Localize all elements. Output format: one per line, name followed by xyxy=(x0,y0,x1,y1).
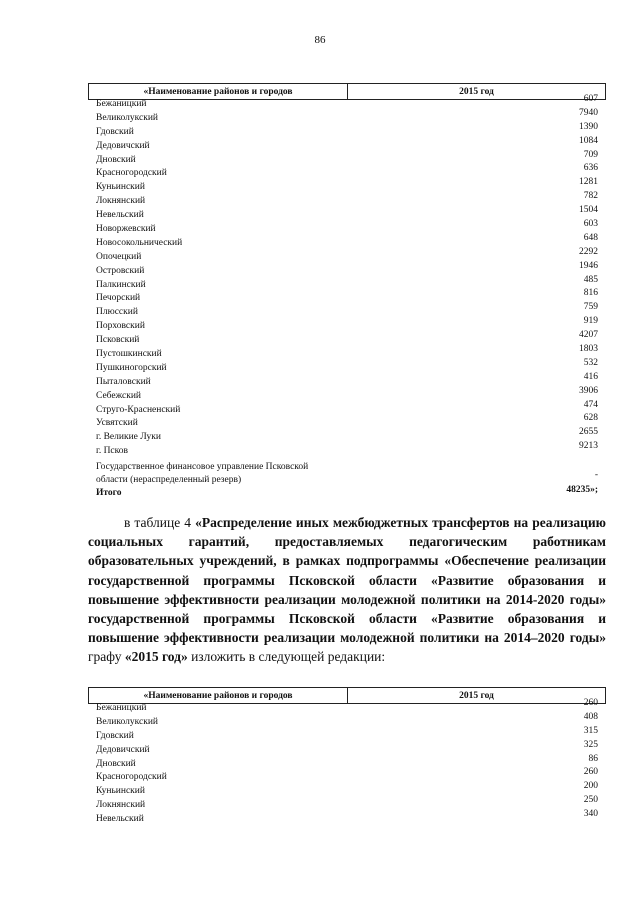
district-name: Бежаницкий xyxy=(96,703,147,713)
district-name: Новосокольнический xyxy=(96,237,183,248)
amount-value: 648 xyxy=(583,232,598,243)
district-name: Опочецкий xyxy=(96,251,142,262)
table-row xyxy=(88,232,606,253)
table-row xyxy=(88,357,606,378)
table-2 xyxy=(88,687,606,829)
column-header-year: 2015 год xyxy=(459,690,494,701)
table-row xyxy=(88,427,606,447)
district-name: Невельский xyxy=(96,814,144,825)
column-header-name: «Наименование районов и городов xyxy=(89,84,348,99)
amount-value: 1504 xyxy=(579,205,598,216)
amount-value: 816 xyxy=(583,288,598,299)
table-row xyxy=(88,121,606,142)
district-name: Великолукский xyxy=(96,112,159,123)
district-name: Плюсский xyxy=(96,307,138,318)
table-row xyxy=(88,385,606,406)
amount-value: 709 xyxy=(583,149,598,160)
paragraph-bold-title: «Распределение иных межбюджетных трансфертов на реализацию социальных гарантий, предоставляемых педагогическим работникам образовательных учреждений, в рамках подпрограммы «Обеспечение реализации государственной программы Псковской области «Развитие образования и повышение эффективности реализации молодежной политики на 2014-2020 годы» государственной программы Псковской области «Развитие образования и повышение эффективности реализации молодежной политики на 2014–2020 годы» xyxy=(88,515,606,646)
table-row xyxy=(88,711,606,732)
district-name: Усвятский xyxy=(96,418,138,429)
district-name: Дедовичский xyxy=(96,140,150,151)
table-row xyxy=(88,795,606,815)
district-name: Пустошкинский xyxy=(96,349,162,360)
district-name: Локнянский xyxy=(96,800,146,811)
table-row xyxy=(88,809,606,829)
district-name: Бежаницкий xyxy=(96,99,147,109)
district-name: Локнянский xyxy=(96,196,146,207)
table-row xyxy=(88,441,606,461)
table-row xyxy=(88,107,606,128)
amount-value: 607 xyxy=(583,94,598,104)
district-name: Красногородский xyxy=(96,168,167,179)
amount-value: 628 xyxy=(583,413,598,424)
district-name: Пыталовский xyxy=(96,376,151,387)
amount-value: 4207 xyxy=(579,330,598,341)
district-name: Себежский xyxy=(96,390,141,401)
district-name: Островский xyxy=(96,265,145,276)
amount-value: 603 xyxy=(583,219,598,230)
district-name: г. Великие Луки xyxy=(96,432,161,443)
table-row xyxy=(88,219,606,239)
page-number: 86 xyxy=(314,34,326,46)
amount-value: 759 xyxy=(583,302,598,313)
amount-value: 1390 xyxy=(579,121,598,132)
table-row xyxy=(88,260,606,281)
table-row xyxy=(88,725,606,746)
amount-value: - xyxy=(594,470,598,481)
amount-value: 485 xyxy=(583,274,598,285)
district-name: Красногородский xyxy=(96,772,167,783)
district-name: Дновский xyxy=(96,758,136,769)
amount-value: 782 xyxy=(583,191,598,202)
table-row xyxy=(88,205,606,225)
table-1-body xyxy=(88,94,606,503)
district-name: Новоржевский xyxy=(96,224,156,235)
amount-value: 200 xyxy=(583,781,598,792)
district-name: Пушкиногорский xyxy=(96,362,167,373)
paragraph-text: изложить в следующей редакции: xyxy=(187,649,386,665)
amount-value: 315 xyxy=(583,725,598,736)
amount-value: 1803 xyxy=(579,344,598,355)
table-row xyxy=(88,163,606,183)
table-row-total xyxy=(88,485,606,503)
paragraph-bold-column: «2015 год» xyxy=(124,649,188,665)
table-row xyxy=(88,246,606,267)
district-name: Порховский xyxy=(96,321,145,332)
amount-value: 260 xyxy=(583,698,598,708)
district-name: Великолукский xyxy=(96,716,159,727)
amount-value: 2655 xyxy=(579,427,598,438)
district-name: Струго-Красненский xyxy=(96,404,181,415)
district-name: Гдовский xyxy=(96,126,134,137)
amount-value: 1281 xyxy=(579,177,598,188)
amount-value: 9213 xyxy=(579,441,598,452)
district-name: Куньинский xyxy=(96,786,145,797)
amount-value: 340 xyxy=(583,809,598,820)
table-2-body xyxy=(88,698,606,829)
district-name: Итого xyxy=(96,488,122,499)
district-name: Невельский xyxy=(96,210,144,221)
district-name: Палкинский xyxy=(96,279,146,290)
table-row xyxy=(88,371,606,392)
paragraph-text: графу xyxy=(88,649,125,665)
amount-value: 474 xyxy=(583,399,598,410)
table-row xyxy=(88,767,606,787)
amount-value: 48235»; xyxy=(566,485,598,496)
paragraph-text: в таблице 4 xyxy=(124,515,196,530)
amendment-paragraph xyxy=(88,513,606,667)
district-name: Дновский xyxy=(96,154,136,165)
amount-value: 1946 xyxy=(579,260,598,271)
amount-value: 2292 xyxy=(579,246,598,257)
amount-value: 260 xyxy=(583,767,598,778)
table-row xyxy=(88,344,606,364)
amount-value: 532 xyxy=(583,357,598,368)
name-line: области (нераспределенный резерв) xyxy=(96,475,242,486)
table-row xyxy=(88,413,606,433)
table-row-reserve xyxy=(88,461,606,489)
amount-value: 1084 xyxy=(579,135,598,146)
name-line: Государственное финансовое управление Псковской xyxy=(96,462,309,473)
amount-value: 416 xyxy=(583,371,598,382)
table-row xyxy=(88,698,606,718)
district-name: г. Псков xyxy=(96,446,129,457)
table-row xyxy=(88,177,606,197)
district-name: Печорский xyxy=(96,293,141,304)
amount-value: 325 xyxy=(583,739,598,750)
table-2-header xyxy=(88,687,606,704)
amount-value: 7940 xyxy=(579,107,598,118)
amount-value: 86 xyxy=(588,753,598,764)
district-name: Псковский xyxy=(96,335,140,346)
table-row xyxy=(88,330,606,350)
table-row xyxy=(88,191,606,211)
column-header-name: «Наименование районов и городов xyxy=(89,688,348,703)
amount-value: 636 xyxy=(583,163,598,174)
table-row xyxy=(88,739,606,760)
amount-value: 408 xyxy=(583,711,598,722)
district-name: Дедовичский xyxy=(96,744,150,755)
table-row xyxy=(88,302,606,322)
amount-value: 919 xyxy=(583,316,598,327)
amount-value: 3906 xyxy=(579,385,598,396)
table-row xyxy=(88,135,606,156)
table-row xyxy=(88,274,606,295)
district-name: Куньинский xyxy=(96,182,145,193)
table-row xyxy=(88,781,606,801)
table-1-header xyxy=(88,83,606,100)
table-row xyxy=(88,94,606,114)
amount-value: 250 xyxy=(583,795,598,806)
district-name xyxy=(96,461,308,487)
table-row xyxy=(88,399,606,420)
column-header-year: 2015 год xyxy=(459,86,494,97)
table-1 xyxy=(88,83,606,503)
table-row xyxy=(88,288,606,308)
table-row xyxy=(88,316,606,336)
district-name: Гдовский xyxy=(96,730,134,741)
